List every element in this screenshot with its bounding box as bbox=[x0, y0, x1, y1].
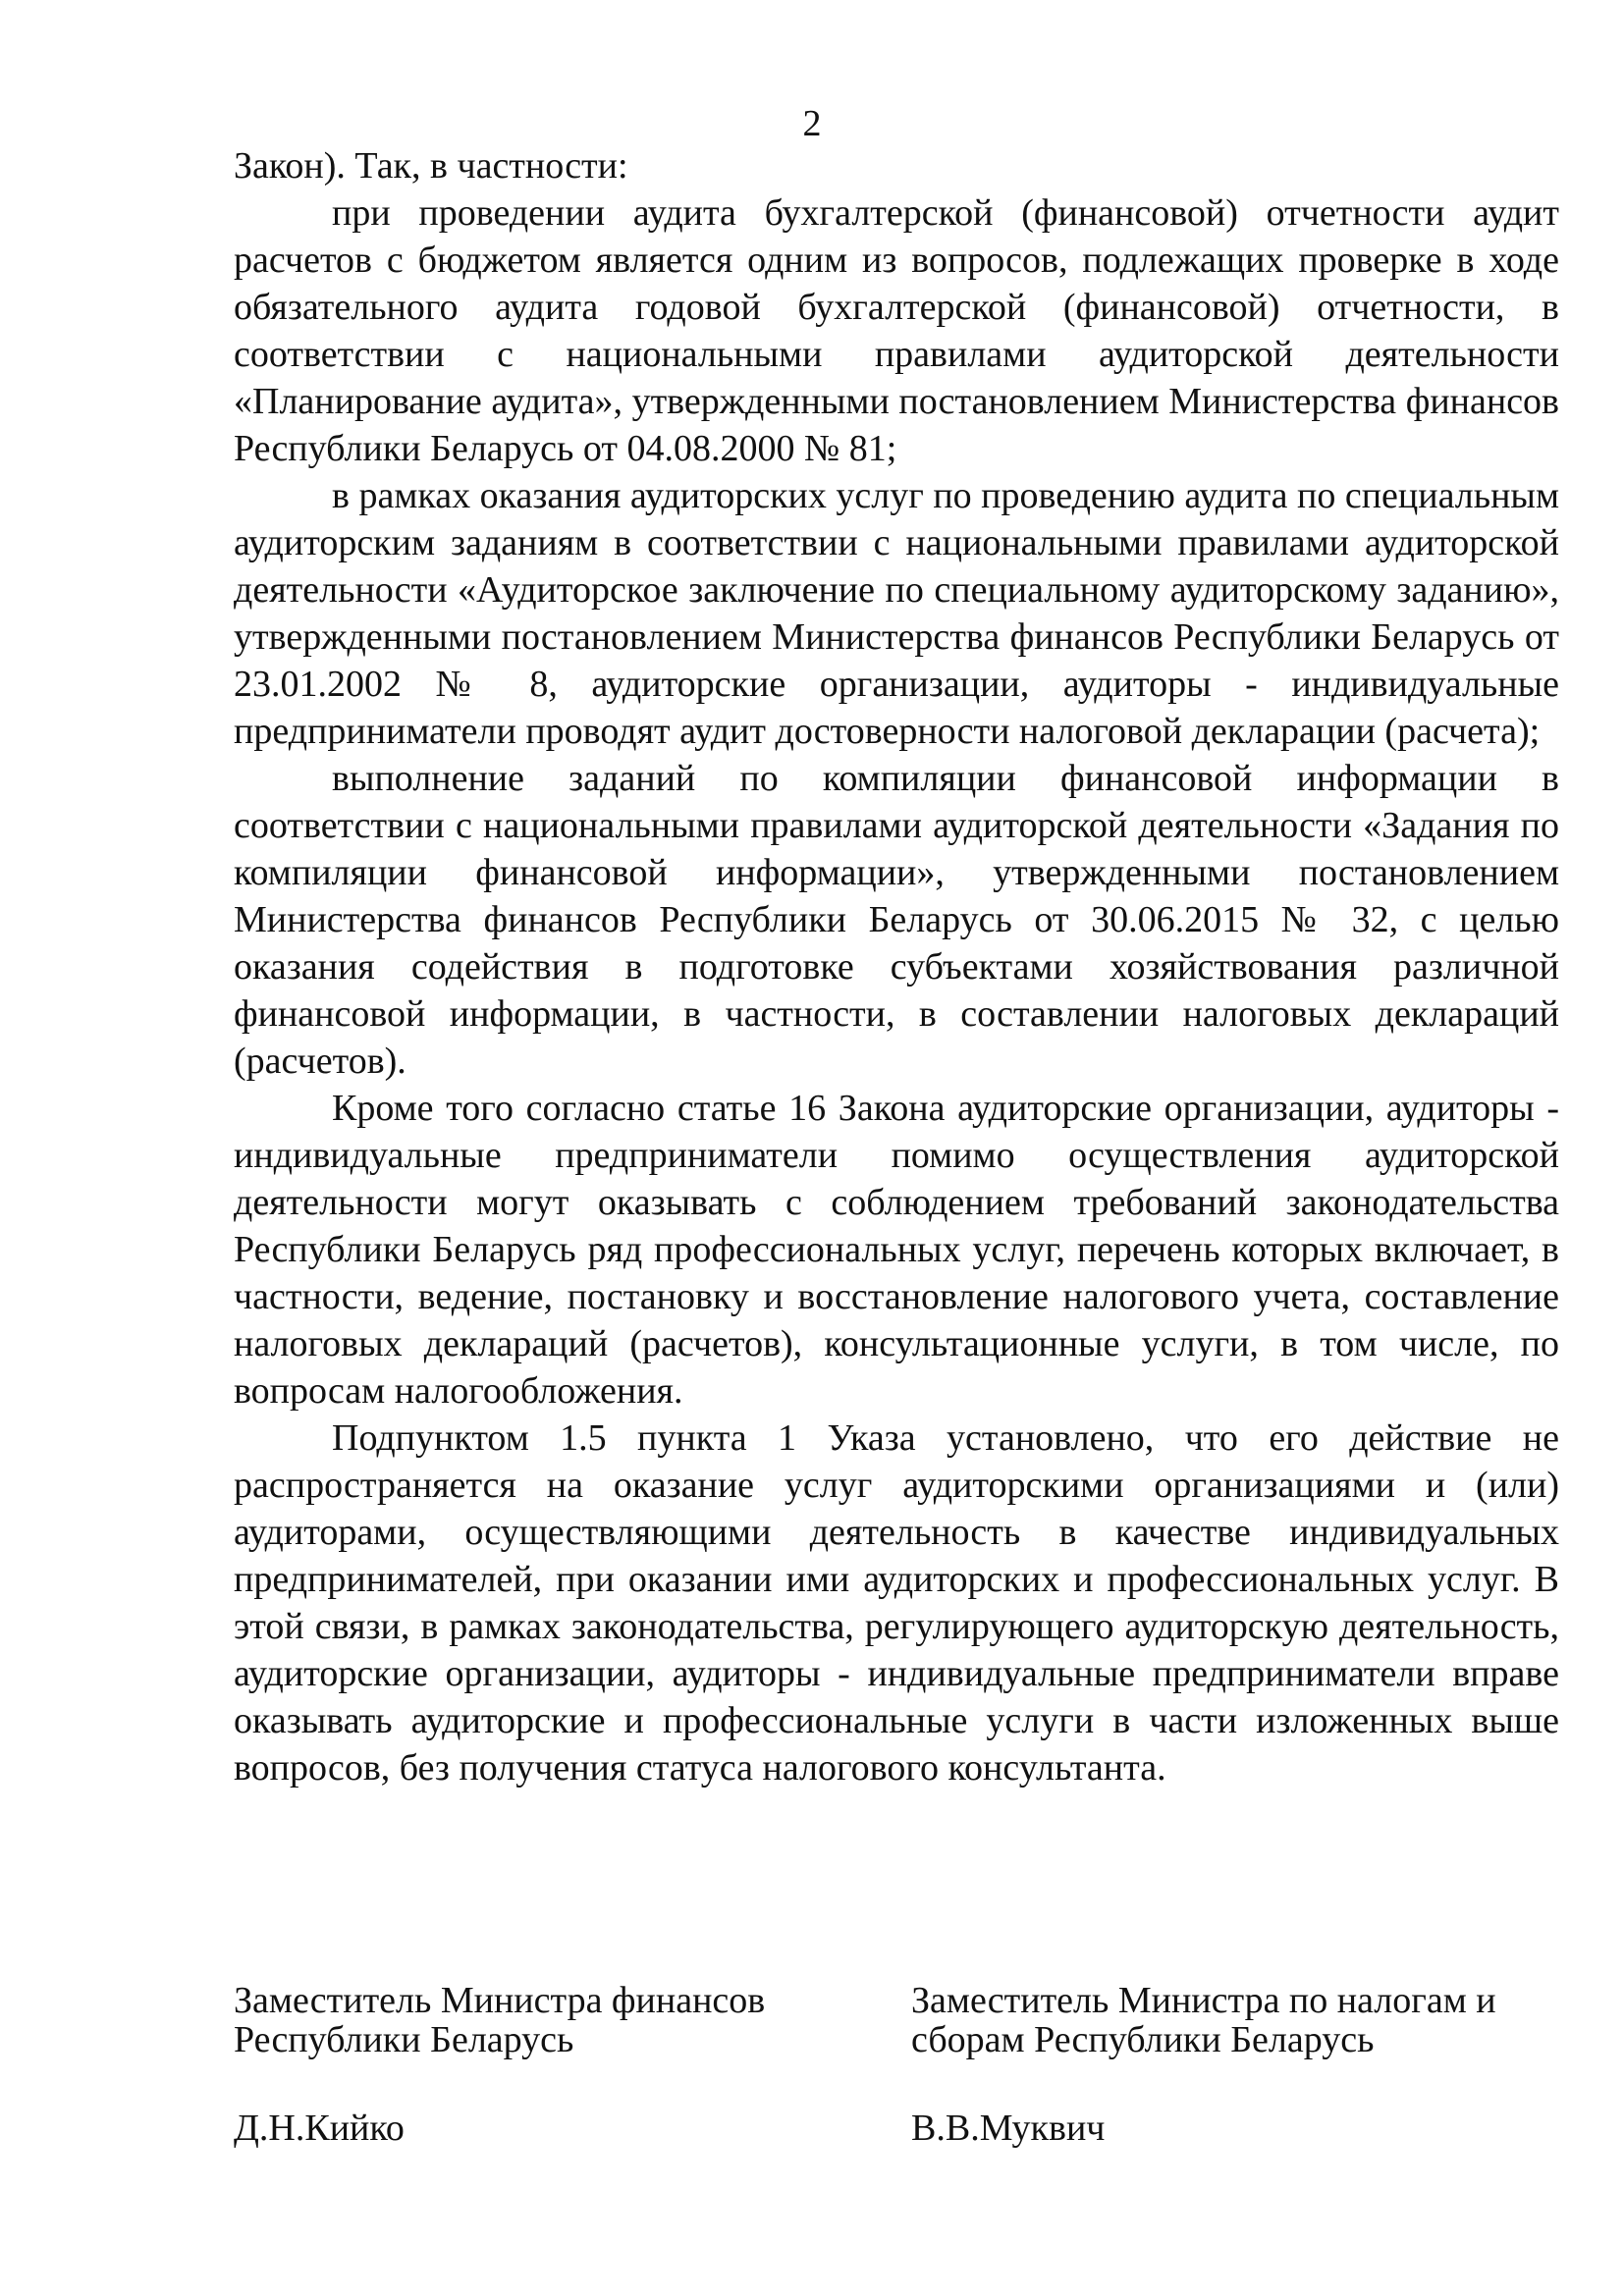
paragraph-decree-1-5: Подпунктом 1.5 пункта 1 Указа установлено, что его действие не распространяется на оказание услуг аудиторскими организациями и (или) аудиторами, осуществляющими деятельность в качестве индивидуальных предпринимателей, при оказании ими аудиторских и профессиональных услуг. В этой связи, в рамках законодательства, регулирующего аудиторскую деятельность, аудиторские организации, аудиторы - индивидуальные предприниматели вправе оказывать аудиторские и профессиональные услуги в части изложенных выше вопросов, без получения статуса налогового консультанта. bbox=[234, 1417, 1559, 1789]
signatory-name: Д.Н.Кийко bbox=[234, 2108, 405, 2149]
paragraph-continuation: Закон). Так, в частности: bbox=[234, 145, 628, 187]
paragraph-compilation: выполнение заданий по компиляции финансовой информации в соответствии с национальными правилами аудиторской деятельности «Задания по компиляции финансовой информации», утвержденными постановлением Министерства финансов Республики Беларусь от 30.06.2015 № 32, с целью оказания содействия в подготовке субъектами хозяйствования различной финансовой информации, в частности, в составлении налоговых деклараций (расчетов). bbox=[234, 758, 1559, 1082]
signature-title-line: Заместитель Министра финансов bbox=[234, 1980, 766, 2021]
signatory-name: В.В.Муквич bbox=[911, 2108, 1106, 2149]
document-body bbox=[234, 142, 1559, 1791]
paragraph-article-16: Кроме того согласно статье 16 Закона аудиторские организации, аудиторы - индивидуальные предприниматели помимо осуществления аудиторской деятельности могут оказывать с соблюдением требований законодательства Республики Беларусь ряд профессиональных услуг, перечень которых включает, в частности, ведение, постановку и восстановление налогового учета, составление налоговых деклараций (расчетов), консультационные услуги, в том числе, по вопросам налогообложения. bbox=[234, 1088, 1559, 1412]
page-number: 2 bbox=[802, 103, 822, 144]
signature-title-line: Заместитель Министра по налогам и bbox=[911, 1980, 1496, 2021]
signature-block-taxes bbox=[911, 1980, 1540, 2149]
paragraph-special-assignments: в рамках оказания аудиторских услуг по проведению аудита по специальным аудиторским заданиям в соответствии с национальными правилами аудиторской деятельности «Аудиторское заключение по специальному аудиторскому заданию», утвержденными постановлением Министерства финансов Республики Беларусь от 23.01.2002 № 8, аудиторские организации, аудиторы - индивидуальные предприниматели проводят аудит достоверности налоговой декларации (расчета); bbox=[234, 475, 1559, 752]
signature-title-line: сборам Республики Беларусь bbox=[911, 2019, 1375, 2060]
signature-title-line: Республики Беларусь bbox=[234, 2019, 574, 2060]
paragraph-budget-audit: при проведении аудита бухгалтерской (финансовой) отчетности аудит расчетов с бюджетом является одним из вопросов, подлежащих проверке в ходе обязательного аудита годовой бухгалтерской (финансовой) отчетности, в соответствии с национальными правилами аудиторской деятельности «Планирование аудита», утвержденными постановлением Министерства финансов Республики Беларусь от 04.08.2000 № 81; bbox=[234, 192, 1559, 469]
signature-block-finance bbox=[234, 1980, 862, 2149]
